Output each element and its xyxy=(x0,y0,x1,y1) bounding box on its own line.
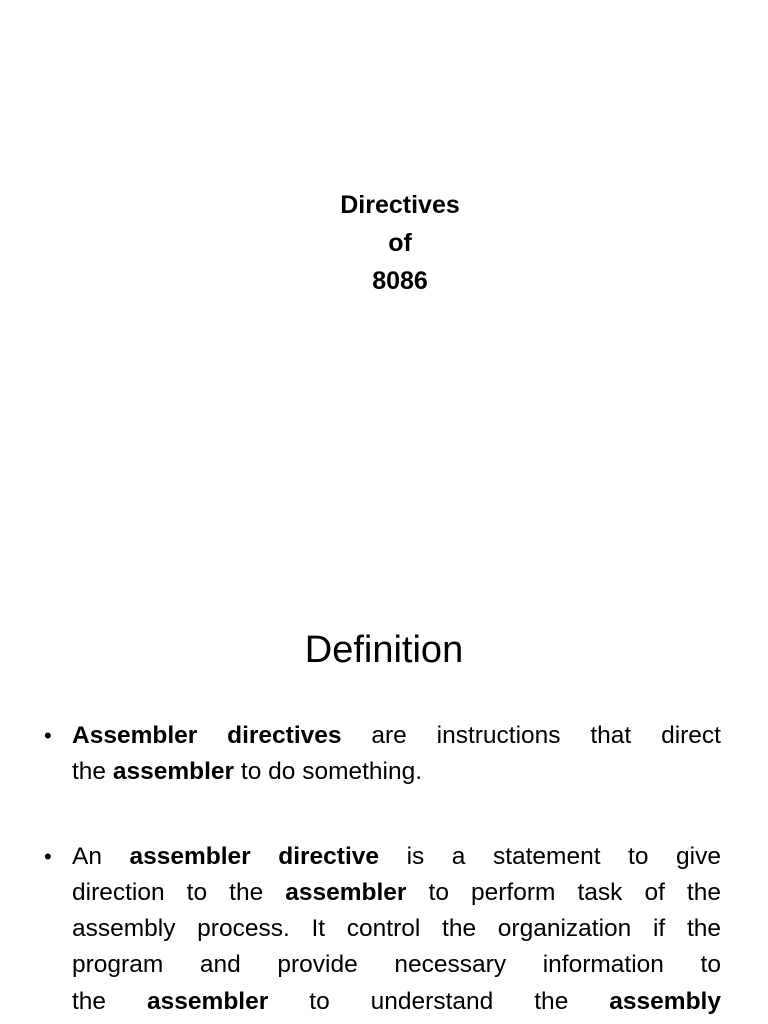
bold-text: assembler xyxy=(112,758,235,786)
bullet-1-line-2 xyxy=(72,754,721,790)
title-line-3: 8086 xyxy=(372,267,428,295)
body-text: direction to the xyxy=(72,878,286,906)
bullet-2-line-1 xyxy=(72,839,721,875)
bullet-list xyxy=(0,718,768,1020)
bold-text: assembler xyxy=(285,878,407,906)
body-text: to understand the xyxy=(268,987,610,1015)
body-text: An xyxy=(72,842,130,870)
body-text: is a statement to give xyxy=(379,842,721,870)
body-text: are instructions that direct xyxy=(341,722,721,749)
bullet-dot-icon: • xyxy=(44,723,52,748)
bullet-item-1 xyxy=(0,718,768,791)
bullet-item-2 xyxy=(0,839,768,1020)
body-text: to do something. xyxy=(234,758,423,786)
bullet-1-line-1 xyxy=(72,718,721,754)
bullet-2-line-2 xyxy=(72,875,721,911)
body-text: the xyxy=(72,987,148,1015)
body-text: to perform task of the xyxy=(406,878,721,906)
bullet-dot-icon: • xyxy=(44,843,52,869)
bold-text: Assembler directives xyxy=(72,722,342,749)
bold-text: assembly xyxy=(609,987,721,1015)
bold-text: assembler directive xyxy=(129,842,380,870)
slide-title xyxy=(0,186,768,300)
bullet-2-line-4: program and provide necessary information to xyxy=(72,951,721,979)
definition-slide xyxy=(0,576,768,1024)
title-line-2: of xyxy=(388,229,412,257)
bullet-2-line-5 xyxy=(72,984,721,1020)
title-line-1: Directives xyxy=(340,191,460,219)
slide-heading: Definition xyxy=(304,629,464,671)
bold-text: assembler xyxy=(147,987,269,1015)
body-text: the xyxy=(72,758,113,786)
bullet-2-line-3: assembly process. It control the organization if the xyxy=(72,915,721,943)
